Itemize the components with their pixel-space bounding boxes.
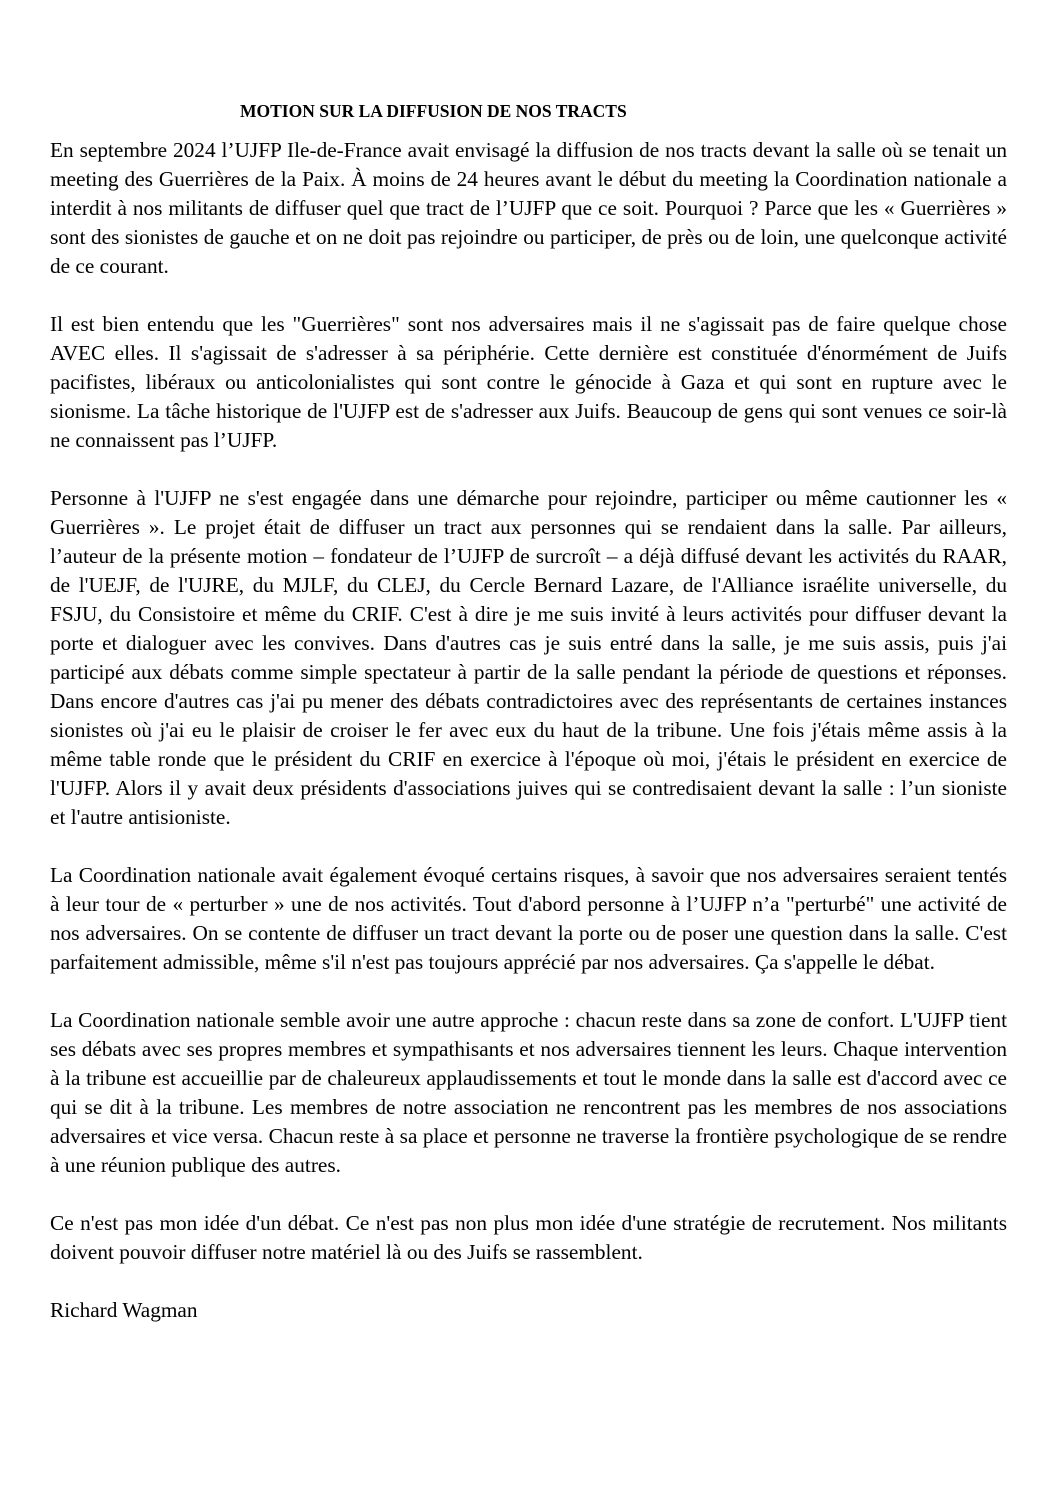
paragraph-6: Ce n'est pas mon idée d'un débat. Ce n'est pas non plus mon idée d'une stratégie de recrutement. Nos militants doivent pouvoir diffuser notre matériel là ou des Juifs se rassemblent. [50,1211,1007,1264]
paragraph-1: En septembre 2024 l’UJFP Ile-de-France avait envisagé la diffusion de nos tracts devant la salle où se tenait un meeting des Guerrières de la Paix. À moins de 24 heures avant le début du meeting la Coordination nationale a interdit à nos militants de diffuser quel que tract de l’UJFP que ce soit. Pourquoi ? Parce que les « Guerrières » sont des sionistes de gauche et on ne doit pas rejoindre ou participer, de près ou de loin, une quelconque activité de ce courant. [50,138,1007,278]
paragraph-2: Il est bien entendu que les "Guerrières" sont nos adversaires mais il ne s'agissait pas de faire quelque chose AVEC elles. Il s'agissait de s'adresser à sa périphérie. Cette dernière est constituée d'énormément de Juifs pacifistes, libéraux ou anticolonialistes qui sont contre le génocide à Gaza et qui sont en rupture avec le sionisme. La tâche historique de l'UJFP est de s'adresser aux Juifs. Beaucoup de gens qui sont venues ce soir-là ne connaissent pas l’UJFP. [50,312,1007,452]
document-page [50,100,1007,1325]
document-title: MOTION SUR LA DIFFUSION DE NOS TRACTS [240,101,627,121]
signature: Richard Wagman [50,1298,198,1322]
paragraph-4: La Coordination nationale avait également évoqué certains risques, à savoir que nos adversaires seraient tentés à leur tour de « perturber » une de nos activités. Tout d'abord personne à l’UJFP n’a "perturbé" une activité de nos adversaires. On se contente de diffuser un tract devant la porte ou de poser une question dans la salle. C'est parfaitement admissible, même s'il n'est pas toujours apprécié par nos adversaires. Ça s'appelle le débat. [50,863,1007,974]
paragraph-5: La Coordination nationale semble avoir une autre approche : chacun reste dans sa zone de confort. L'UJFP tient ses débats avec ses propres membres et sympathisants et nos adversaires tiennent les leurs. Chaque intervention à la tribune est accueillie par de chaleureux applaudissements et tout le monde dans la salle est d'accord avec ce qui se dit à la tribune. Les membres de notre association ne rencontrent pas les membres de nos associations adversaires et vice versa. Chacun reste à sa place et personne ne traverse la frontière psychologique de se rendre à une réunion publique des autres. [50,1008,1007,1177]
paragraph-3: Personne à l'UJFP ne s'est engagée dans une démarche pour rejoindre, participer ou même cautionner les « Guerrières ». Le projet était de diffuser un tract aux personnes qui se rendaient dans la salle. Par ailleurs, l’auteur de la présente motion – fondateur de l’UJFP de surcroît – a déjà diffusé devant les activités du RAAR, de l'UEJF, de l'UJRE, du MJLF, du CLEJ, du Cercle Bernard Lazare, de l'Alliance israélite universelle, du FSJU, du Consistoire et même du CRIF. C'est à dire je me suis invité à leurs activités pour diffuser devant la porte et dialoguer avec les convives. Dans d'autres cas je suis entré dans la salle, je me suis assis, puis j'ai participé aux débats comme simple spectateur à partir de la salle pendant la période de questions et réponses. Dans encore d'autres cas j'ai pu mener des débats contradictoires avec des représentants de certaines instances sionistes où j'ai eu le plaisir de croiser le fer avec eux du haut de la tribune. Une fois j'étais même assis à la même table ronde que le président du CRIF en exercice à l'époque où moi, j'étais le président en exercice de l'UJFP. Alors il y avait deux présidents d'associations juives qui se contredisaient devant la salle : l’un sioniste et l'autre antisioniste. [50,486,1007,829]
